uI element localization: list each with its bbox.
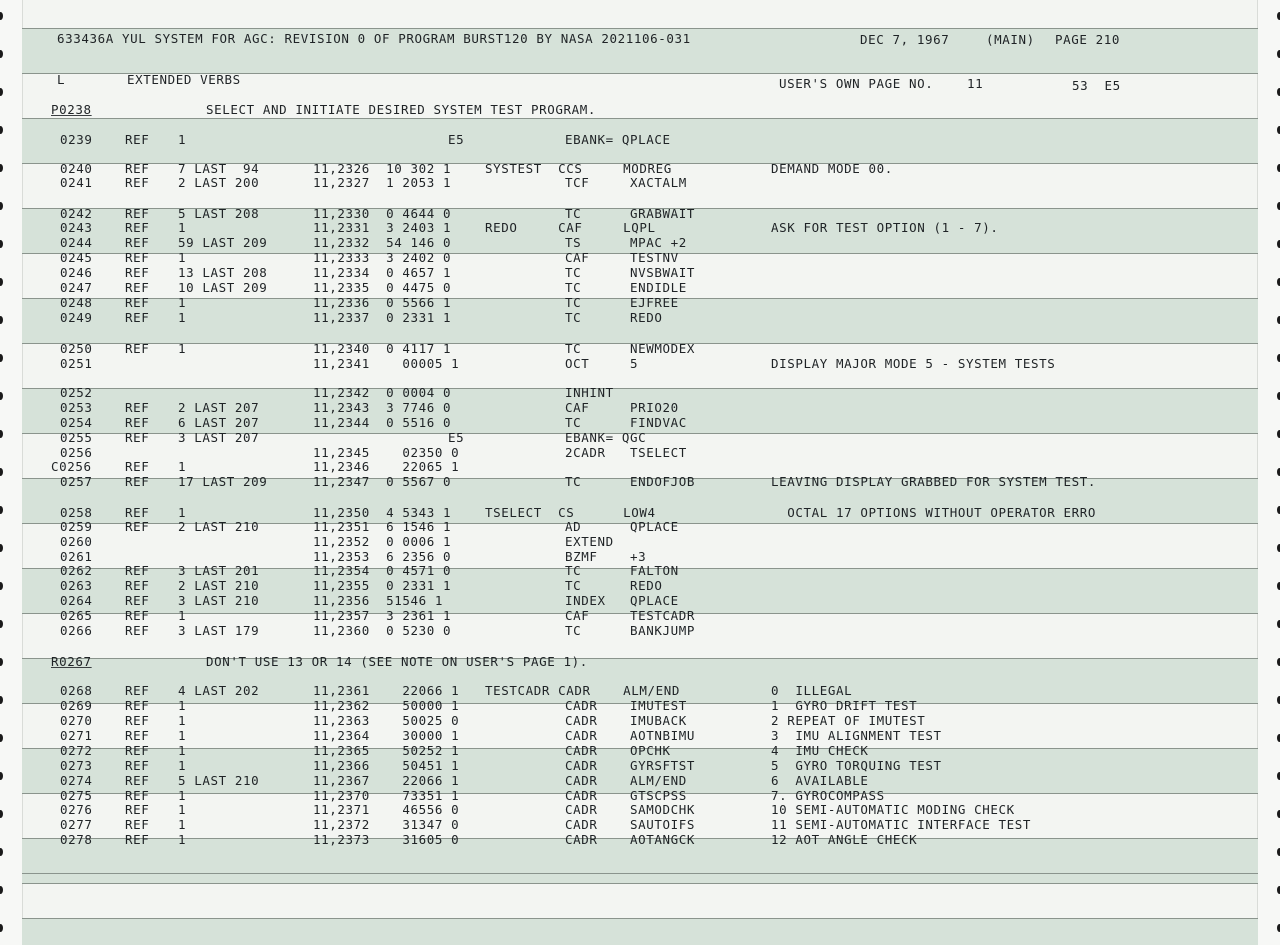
log-letter: L	[57, 72, 66, 87]
source-statement: TC REDO	[565, 310, 663, 325]
source-statement: CAF TESTNV	[565, 250, 679, 265]
source-statement: CADR GYRSFTST	[565, 758, 696, 773]
address-code: 11,2334 0 4657 1	[313, 265, 452, 280]
ref-tag: REF	[125, 220, 150, 235]
address-code: 11,2355 0 2331 1	[313, 578, 452, 593]
address-code: 11,2332 54 146 0	[313, 235, 452, 250]
source-statement: TC NEWMODEX	[565, 341, 696, 356]
source-statement: TC ENDOFJOB	[565, 474, 696, 489]
tractor-hole	[0, 202, 3, 210]
header-page-number: PAGE 210	[1055, 32, 1121, 47]
address-code: 11,2356 51546 1	[313, 593, 444, 608]
source-statement: INDEX QPLACE	[565, 593, 679, 608]
line-number: P0238	[51, 102, 92, 117]
source-statement: CADR IMUTEST	[565, 698, 687, 713]
line-number: 0247	[60, 280, 93, 295]
source-statement: AD QPLACE	[565, 519, 679, 534]
users-page-number: 11	[967, 76, 984, 91]
log-section-title: EXTENDED VERBS	[127, 72, 241, 87]
comment-text: 10 SEMI-AUTOMATIC MODING CHECK	[771, 802, 1015, 817]
address-code: 11,2347 0 5567 0	[313, 474, 452, 489]
line-number: 0260	[60, 534, 93, 549]
line-number: 0276	[60, 802, 93, 817]
bank-codes: 53 E5	[1072, 78, 1121, 93]
ref-info: 6 LAST 207	[178, 415, 260, 430]
tractor-hole	[0, 734, 3, 742]
tractor-hole	[0, 468, 3, 476]
comment-text: OCTAL 17 OPTIONS WITHOUT OPERATOR ERRO	[771, 505, 1097, 520]
ref-tag: REF	[125, 773, 150, 788]
comment-text: 5 GYRO TORQUING TEST	[771, 758, 942, 773]
ref-info: 1	[178, 132, 187, 147]
ref-tag: REF	[125, 132, 150, 147]
ref-tag: REF	[125, 728, 150, 743]
source-statement: CAF PRIO20	[565, 400, 679, 415]
comment-text: DISPLAY MAJOR MODE 5 - SYSTEM TESTS	[771, 356, 1056, 371]
source-statement: BZMF +3	[565, 549, 647, 564]
ref-info: 7 LAST 94	[178, 161, 260, 176]
comment-text: 3 IMU ALIGNMENT TEST	[771, 728, 942, 743]
ref-tag: REF	[125, 250, 150, 265]
header-section: (MAIN)	[986, 32, 1035, 47]
line-number: 0250	[60, 341, 93, 356]
ref-tag: REF	[125, 459, 150, 474]
ref-info: 1	[178, 310, 187, 325]
source-statement: CADR SAMODCHK	[565, 802, 696, 817]
ref-tag: REF	[125, 623, 150, 638]
address-code: 11,2365 50252 1	[313, 743, 460, 758]
band-rule	[22, 873, 1258, 874]
ref-info: 10 LAST 209	[178, 280, 268, 295]
line-number: 0266	[60, 623, 93, 638]
ref-info: 1	[178, 802, 187, 817]
comment-text: 2 REPEAT OF IMUTEST	[771, 713, 926, 728]
ref-info: 3 LAST 210	[178, 593, 260, 608]
source-statement: TC GRABWAIT	[565, 206, 696, 221]
line-number: 0249	[60, 310, 93, 325]
tractor-hole	[0, 88, 3, 96]
address-code: 11,2345 02350 0	[313, 445, 460, 460]
line-number: 0244	[60, 235, 93, 250]
ref-info: 59 LAST 209	[178, 235, 268, 250]
ref-info: 3 LAST 207	[178, 430, 260, 445]
source-statement: TC EJFREE	[565, 295, 679, 310]
address-code: 11,2352 0 0006 1	[313, 534, 452, 549]
source-statement: REDO CAF LQPL	[485, 220, 656, 235]
ref-tag: REF	[125, 683, 150, 698]
address-code: 11,2364 30000 1	[313, 728, 460, 743]
ref-info: 5 LAST 210	[178, 773, 260, 788]
address-code: 11,2343 3 7746 0	[313, 400, 452, 415]
line-number: 0256	[60, 445, 93, 460]
source-statement: INHINT	[565, 385, 614, 400]
source-statement: CADR AOTANGCK	[565, 832, 696, 847]
line-number: 0240	[60, 161, 93, 176]
ref-tag: REF	[125, 206, 150, 221]
ref-tag: REF	[125, 563, 150, 578]
address-code: 11,2357 3 2361 1	[313, 608, 452, 623]
source-statement: CADR OPCHK	[565, 743, 671, 758]
address-code: 11,2340 0 4117 1	[313, 341, 452, 356]
source-statement: CADR SAUTOIFS	[565, 817, 696, 832]
ref-tag: REF	[125, 474, 150, 489]
tractor-hole	[0, 696, 3, 704]
ref-info: 1	[178, 220, 187, 235]
tractor-hole	[0, 924, 3, 932]
band-rule	[22, 918, 1258, 919]
ref-tag: REF	[125, 743, 150, 758]
address-code: 11,2342 0 0004 0	[313, 385, 452, 400]
tractor-hole	[0, 848, 3, 856]
source-statement: TC REDO	[565, 578, 663, 593]
source-statement: CAF TESTCADR	[565, 608, 696, 623]
address-code: 11,2351 6 1546 1	[313, 519, 452, 534]
ref-info: 1	[178, 505, 187, 520]
ref-tag: REF	[125, 310, 150, 325]
source-statement: SYSTEST CCS MODREG	[485, 161, 672, 176]
source-statement: CADR ALM/END	[565, 773, 687, 788]
header-title: 633436A YUL SYSTEM FOR AGC: REVISION 0 OF PROGRAM BURST120 BY NASA 2021106-031	[57, 31, 691, 46]
source-statement: TC FINDVAC	[565, 415, 687, 430]
ref-info: 3 LAST 201	[178, 563, 260, 578]
address-code: 11,2331 3 2403 1	[313, 220, 452, 235]
tractor-hole	[0, 50, 3, 58]
ref-tag: REF	[125, 235, 150, 250]
line-number: 0270	[60, 713, 93, 728]
tractor-hole	[0, 126, 3, 134]
address-code: 11,2337 0 2331 1	[313, 310, 452, 325]
address-code: E5	[448, 132, 465, 147]
address-code: 11,2330 0 4644 0	[313, 206, 452, 221]
address-code: 11,2371 46556 0	[313, 802, 460, 817]
tractor-hole	[0, 240, 3, 248]
ref-tag: REF	[125, 713, 150, 728]
ref-tag: REF	[125, 802, 150, 817]
comment-text: DEMAND MODE 00.	[771, 161, 893, 176]
ref-info: 2 LAST 207	[178, 400, 260, 415]
left-tractor-strip	[0, 0, 23, 945]
ref-info: 1	[178, 817, 187, 832]
address-code: 11,2344 0 5516 0	[313, 415, 452, 430]
source-statement: TC BANKJUMP	[565, 623, 696, 638]
ref-info: 2 LAST 200	[178, 175, 260, 190]
line-number: 0272	[60, 743, 93, 758]
tractor-hole	[0, 12, 3, 20]
tractor-hole	[0, 886, 3, 894]
band-rule	[22, 883, 1258, 884]
ref-info: 1	[178, 788, 187, 803]
comment-text: ASK FOR TEST OPTION (1 - 7).	[771, 220, 999, 235]
line-number: 0277	[60, 817, 93, 832]
line-number: 0239	[60, 132, 93, 147]
comment-text: LEAVING DISPLAY GRABBED FOR SYSTEM TEST.	[771, 474, 1097, 489]
source-statement: CADR AOTNBIMU	[565, 728, 696, 743]
line-number: 0243	[60, 220, 93, 235]
ref-info: 1	[178, 698, 187, 713]
tractor-hole	[0, 316, 3, 324]
line-number: 0251	[60, 356, 93, 371]
comment-text: 1 GYRO DRIFT TEST	[771, 698, 918, 713]
address-code: E5	[448, 430, 465, 445]
address-code: 11,2326 10 302 1	[313, 161, 452, 176]
source-statement: TC NVSBWAIT	[565, 265, 696, 280]
line-number: 0257	[60, 474, 93, 489]
ref-tag: REF	[125, 578, 150, 593]
address-code: 11,2370 73351 1	[313, 788, 460, 803]
band-rule	[22, 118, 1258, 119]
line-number: 0255	[60, 430, 93, 445]
tractor-hole	[0, 544, 3, 552]
line-number: 0262	[60, 563, 93, 578]
line-number: 0246	[60, 265, 93, 280]
header-date: DEC 7, 1967	[860, 32, 950, 47]
ref-info: 1	[178, 608, 187, 623]
ref-info: 1	[178, 758, 187, 773]
address-code: 11,2373 31605 0	[313, 832, 460, 847]
address-code: 11,2327 1 2053 1	[313, 175, 452, 190]
line-number: 0275	[60, 788, 93, 803]
source-statement: TC FALTON	[565, 563, 679, 578]
band-rule	[22, 388, 1258, 389]
source-statement: CADR GTSCPSS	[565, 788, 687, 803]
line-number: 0242	[60, 206, 93, 221]
ref-tag: REF	[125, 788, 150, 803]
tractor-hole	[0, 772, 3, 780]
line-number: 0278	[60, 832, 93, 847]
line-number: 0254	[60, 415, 93, 430]
tractor-hole	[0, 582, 3, 590]
source-statement: OCT 5	[565, 356, 639, 371]
tractor-hole	[0, 164, 3, 172]
line-number: 0253	[60, 400, 93, 415]
source-statement: TS MPAC +2	[565, 235, 687, 250]
ref-tag: REF	[125, 341, 150, 356]
source-statement: TC ENDIDLE	[565, 280, 687, 295]
tractor-hole	[0, 430, 3, 438]
ref-tag: REF	[125, 519, 150, 534]
line-number: 0245	[60, 250, 93, 265]
source-statement: TCF XACTALM	[565, 175, 687, 190]
ref-tag: REF	[125, 430, 150, 445]
line-number: 0259	[60, 519, 93, 534]
address-code: 11,2360 0 5230 0	[313, 623, 452, 638]
ref-tag: REF	[125, 817, 150, 832]
ref-tag: REF	[125, 593, 150, 608]
ref-info: 1	[178, 713, 187, 728]
ref-tag: REF	[125, 505, 150, 520]
ref-info: 2 LAST 210	[178, 519, 260, 534]
address-code: 11,2336 0 5566 1	[313, 295, 452, 310]
ref-tag: REF	[125, 161, 150, 176]
band-rule	[22, 28, 1258, 29]
tractor-hole	[0, 506, 3, 514]
ref-info: 13 LAST 208	[178, 265, 268, 280]
address-code: 11,2341 00005 1	[313, 356, 460, 371]
ref-info: 3 LAST 179	[178, 623, 260, 638]
line-number: 0261	[60, 549, 93, 564]
ref-tag: REF	[125, 265, 150, 280]
ref-info: 1	[178, 341, 187, 356]
ref-info: 1	[178, 743, 187, 758]
line-number: 0274	[60, 773, 93, 788]
ref-tag: REF	[125, 175, 150, 190]
ref-info: 1	[178, 832, 187, 847]
source-statement: TSELECT CS LOW4	[485, 505, 656, 520]
line-number: 0252	[60, 385, 93, 400]
line-number: 0271	[60, 728, 93, 743]
green-bar-band	[22, 918, 1258, 945]
tractor-hole	[0, 810, 3, 818]
line-number: 0265	[60, 608, 93, 623]
comment-text: 4 IMU CHECK	[771, 743, 869, 758]
ref-tag: REF	[125, 698, 150, 713]
ref-tag: REF	[125, 415, 150, 430]
comment-text: 12 AOT ANGLE CHECK	[771, 832, 918, 847]
ref-tag: REF	[125, 295, 150, 310]
ref-info: 4 LAST 202	[178, 683, 260, 698]
ref-tag: REF	[125, 400, 150, 415]
ref-tag: REF	[125, 280, 150, 295]
comment-text: 6 AVAILABLE	[771, 773, 869, 788]
line-number: 0258	[60, 505, 93, 520]
line-number: C0256	[51, 459, 92, 474]
address-code: 11,2333 3 2402 0	[313, 250, 452, 265]
ref-info: 17 LAST 209	[178, 474, 268, 489]
address-code: 11,2362 50000 1	[313, 698, 460, 713]
ref-info: 2 LAST 210	[178, 578, 260, 593]
tractor-hole	[0, 658, 3, 666]
ref-info: 1	[178, 459, 187, 474]
address-code: 11,2354 0 4571 0	[313, 563, 452, 578]
right-tractor-strip	[1257, 0, 1280, 945]
ref-info: 1	[178, 250, 187, 265]
address-code: 11,2350 4 5343 1	[313, 505, 452, 520]
tractor-hole	[0, 620, 3, 628]
ref-tag: REF	[125, 608, 150, 623]
line-number: 0268	[60, 683, 93, 698]
line-number: 0263	[60, 578, 93, 593]
ref-info: 1	[178, 728, 187, 743]
comment-text: 11 SEMI-AUTOMATIC INTERFACE TEST	[771, 817, 1032, 832]
source-statement: 2CADR TSELECT	[565, 445, 687, 460]
line-number: 0241	[60, 175, 93, 190]
users-page-label: USER'S OWN PAGE NO.	[779, 76, 934, 91]
line-number: R0267	[51, 654, 92, 669]
source-statement: EBANK= QPLACE	[565, 132, 671, 147]
address-code: 11,2366 50451 1	[313, 758, 460, 773]
address-code: 11,2372 31347 0	[313, 817, 460, 832]
tractor-hole	[0, 278, 3, 286]
source-statement: EXTEND	[565, 534, 614, 549]
ref-info: 1	[178, 295, 187, 310]
address-code: 11,2346 22065 1	[313, 459, 460, 474]
source-statement: CADR IMUBACK	[565, 713, 687, 728]
line-number: 0269	[60, 698, 93, 713]
tractor-hole	[0, 392, 3, 400]
source-statement: DON'T USE 13 OR 14 (SEE NOTE ON USER'S PAGE 1).	[206, 654, 588, 669]
comment-text: 0 ILLEGAL	[771, 683, 853, 698]
address-code: 11,2335 0 4475 0	[313, 280, 452, 295]
address-code: 11,2361 22066 1	[313, 683, 460, 698]
source-statement: EBANK= QGC	[565, 430, 647, 445]
address-code: 11,2367 22066 1	[313, 773, 460, 788]
address-code: 11,2353 6 2356 0	[313, 549, 452, 564]
source-statement: TESTCADR CADR ALM/END	[485, 683, 681, 698]
line-number: 0264	[60, 593, 93, 608]
comment-text: 7. GYROCOMPASS	[771, 788, 885, 803]
line-number: 0248	[60, 295, 93, 310]
ref-info: 5 LAST 208	[178, 206, 260, 221]
tractor-hole	[0, 354, 3, 362]
address-code: 11,2363 50025 0	[313, 713, 460, 728]
ref-tag: REF	[125, 758, 150, 773]
source-statement: SELECT AND INITIATE DESIRED SYSTEM TEST PROGRAM.	[206, 102, 597, 117]
ref-tag: REF	[125, 832, 150, 847]
line-number: 0273	[60, 758, 93, 773]
